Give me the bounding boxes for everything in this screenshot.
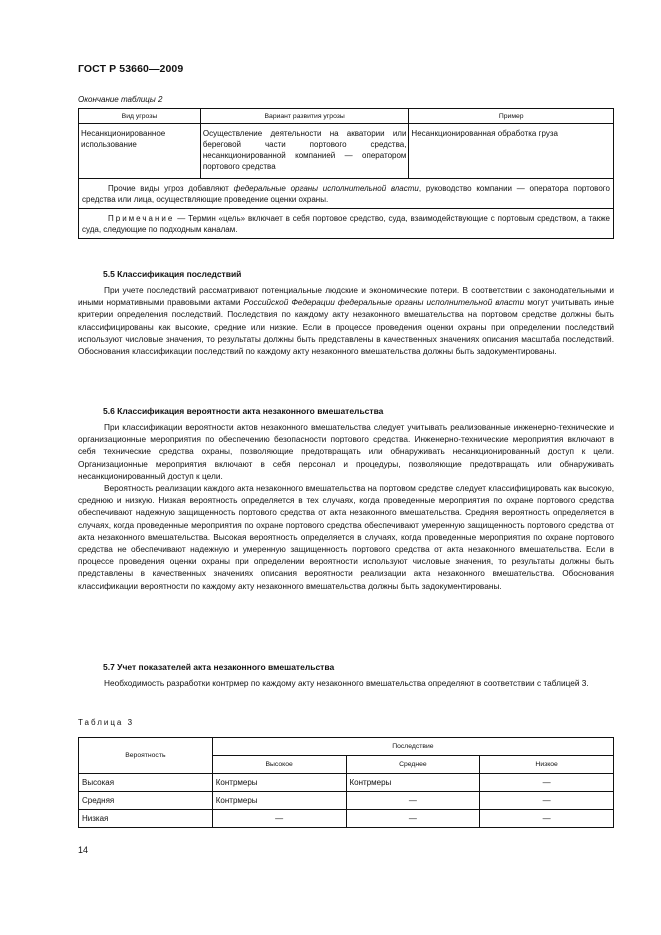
- threats-table: [78, 108, 614, 239]
- row-label: Низкая: [79, 810, 213, 828]
- cell: —: [346, 810, 480, 828]
- row-label: Высокая: [79, 774, 213, 792]
- indicators-table: [78, 737, 614, 828]
- section-5-5-body: При учете последствий рассматривают потенциальные людские и экономические потери. В соответствии с законодательными и иными нормативными правовыми актами Российской Федерации федеральные органы исполнительной власти могут учитывать иные критерии определения последствий. Последствия по каждому акту незаконного вмешательства на портовом средстве должны быть классифицированы как высокие, средние или низкие. Если в процессе проведения оценки охраны при определении последствий используют числовые значения, то результаты должны быть представлены в качественных значениях описания масштаба последствий. Обоснования классификации последствий по каждому акту незаконного вмешательства должны быть задокументированы.: [78, 285, 614, 357]
- threat-cell: Несанкционированное использование: [79, 124, 201, 179]
- table-row: [79, 810, 614, 828]
- cell: —: [480, 810, 614, 828]
- table-note: Примечание — Термин «цель» включает в себя портовое средство, суда, взаимодействующие с портовым средством, а также суда, следующие по подходным каналам.: [79, 209, 614, 239]
- table-3-caption: Таблица 3: [78, 718, 135, 727]
- section-5-6-paragraph-1: При классификации вероятности актов незаконного вмешательства следует учитывать реализованные инженерно-технические и организационные мероприятия по обеспечению безопасности портового средства. Инженерно-технические мероприятия включают в себя технические средства охраны, позволяющие предотвращать или обнаруживать несанкционированный доступ к цели. Организационные мероприятия включают в себя персонал и процедуры, позволяющие предотвращать или обнаруживать несанкционированный доступ к цели.: [78, 422, 614, 481]
- page-number: 14: [78, 845, 89, 855]
- variant-cell: Осуществление деятельности на акватории или береговой части портового средства, несанкционированной компанией — оператором портового средства: [200, 124, 409, 179]
- section-5-5-title: 5.5 Классификация последствий: [103, 269, 242, 279]
- table-row: [79, 792, 614, 810]
- section-5-7-title: 5.7 Учет показателей акта незаконного вмешательства: [103, 662, 335, 672]
- col-header-threat: Вид угрозы: [79, 109, 201, 124]
- cell: —: [480, 792, 614, 810]
- table-row: [79, 124, 614, 179]
- section-5-6-paragraph-2: Вероятность реализации каждого акта незаконного вмешательства на портовом средстве следует классифицировать как высокую, среднюю и низкую. Низкая вероятность определяется в тех случаях, когда проведенные мероприятия по охране портового средства обеспечивают надежную защищенность портового средства от акта незаконного вмешательства. Средняя вероятность определяется в случаях, когда проведенные мероприятия по охране портового средства обеспечивают умеренную защищенность портового средства от акта незаконного вмешательства. Высокая вероятность определяется в случаях, когда проведенные мероприятия по охране портового средства не обеспечивают надежную и умеренную защищенность портового средства от акта незаконного вмешательства. Если в процессе проведения оценки охраны при определении вероятности используют числовые значения, то результаты должны быть представлены в качественных значениях описания вероятности реализации акта незаконного вмешательства. Обоснования классификации вероятности по каждому акту незаконного вмешательства должны быть задокументированы.: [78, 483, 614, 591]
- section-5-6-title: 5.6 Классификация вероятности акта незаконного вмешательства: [103, 406, 384, 416]
- col-header-probability: Вероятность: [79, 738, 213, 774]
- section-5-7-body: Необходимость разработки контрмер по каждому акту незаконного вмешательства определяют в соответствии с таблицей 3.: [104, 678, 589, 688]
- cell: —: [212, 810, 346, 828]
- col-header-consequence: Последствие: [212, 738, 613, 756]
- other-threats-note: Прочие виды угроз добавляют федеральные органы исполнительной власти, руководство компании — оператора портового средства или лица, осуществляющие проведение оценки охраны.: [79, 179, 614, 209]
- cell: Контрмеры: [212, 792, 346, 810]
- cell: Контрмеры: [212, 774, 346, 792]
- example-cell: Несанкционированная обработка груза: [409, 124, 614, 179]
- document-code: ГОСТ Р 53660—2009: [78, 63, 184, 75]
- row-label: Средняя: [79, 792, 213, 810]
- section-5-6-body: [78, 421, 614, 592]
- subheader-medium: Среднее: [346, 756, 480, 774]
- cell: Контрмеры: [346, 774, 480, 792]
- cell: —: [480, 774, 614, 792]
- subheader-high: Высокое: [212, 756, 346, 774]
- subheader-low: Низкое: [480, 756, 614, 774]
- cell: —: [346, 792, 480, 810]
- table-row: [79, 774, 614, 792]
- col-header-example: Пример: [409, 109, 614, 124]
- table-continuation-label: Окончание таблицы 2: [78, 95, 163, 104]
- col-header-variant: Вариант развития угрозы: [200, 109, 409, 124]
